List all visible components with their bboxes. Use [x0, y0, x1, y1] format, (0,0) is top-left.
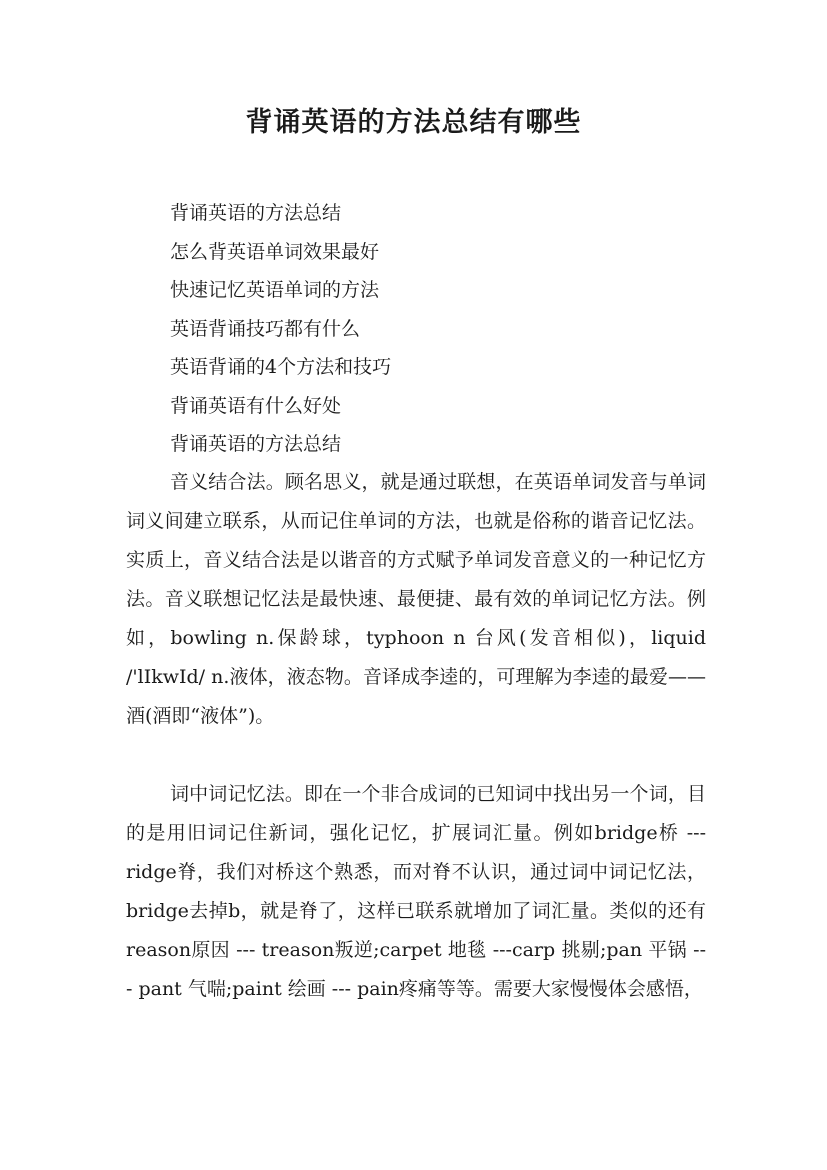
- toc-item: 背诵英语的方法总结: [170, 202, 342, 224]
- body-paragraph: 音义结合法。顾名思义，就是通过联想，在英语单词发音与单词词义间建立联系，从而记住单词的方法，也就是俗称的谐音记忆法。实质上，音义结合法是以谐音的方式赋予单词发音意义的一种记忆方法。音义联想记忆法是最快速、最便捷、最有效的单词记忆方法。例如，bowling n.保龄球，typhoon n 台风(发音相似)，liquid /'lIkwId/ n.液体，液态物。音译成李逵的，可理解为李逵的最爱——酒(酒即“液体”)。: [126, 471, 706, 727]
- document-title: 背诵英语的方法总结有哪些: [245, 107, 582, 138]
- toc-item: 怎么背英语单词效果最好: [170, 240, 380, 263]
- table-of-contents: [170, 194, 391, 464]
- toc-item: 背诵英语的方法总结: [170, 433, 342, 455]
- toc-item: 背诵英语有什么好处: [170, 394, 342, 417]
- toc-item: 快速记忆英语单词的方法: [170, 279, 380, 301]
- body-paragraph: 词中词记忆法。即在一个非合成词的已知词中找出另一个词，目的是用旧词记住新词，强化记忆，扩展词汇量。例如bridge桥 ---ridge脊，我们对桥这个熟悉，而对脊不认识，通过词中词记忆法，bridge去掉b，就是脊了，这样已联系就增加了词汇量。类似的还有reason原因 --- treason叛逆;carpet 地毯 ---carp 挑剔;pan 平锅 --- pant 气喘;paint 绘画 --- pain疼痛等等。需要大家慢慢体会感悟，: [126, 783, 706, 1000]
- toc-item: 英语背诵的4个方法和技巧: [170, 356, 392, 378]
- toc-item: 英语背诵技巧都有什么: [170, 317, 361, 340]
